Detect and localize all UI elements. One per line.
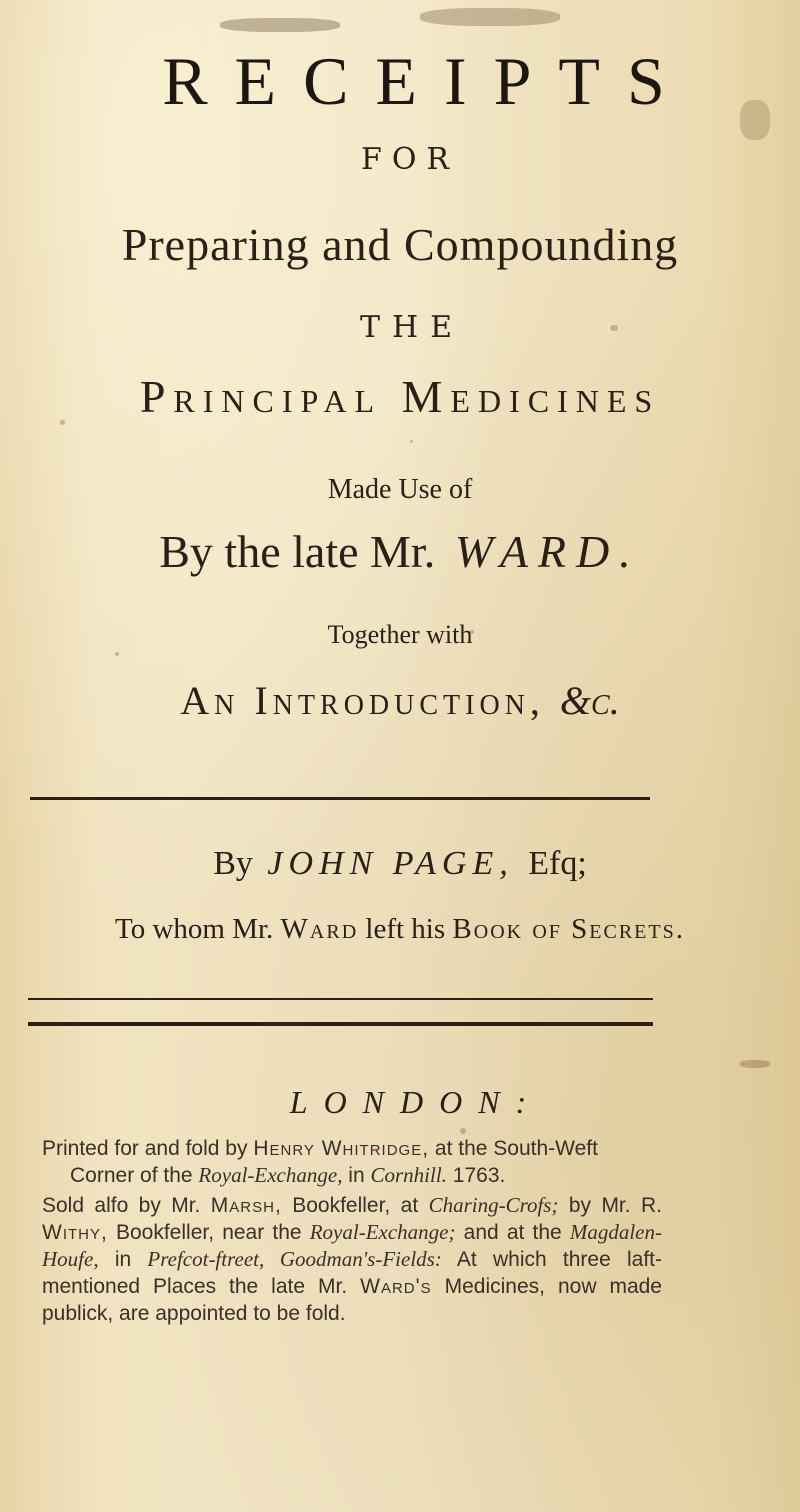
imprint-place: Royal-Exchange, [198,1163,343,1187]
imprint-text: at the South-Weft [434,1137,598,1160]
author-line [0,845,800,883]
paper-speck [410,440,413,443]
title-principal-medicines: Principal Medicines [139,371,661,422]
imprint-sold-also [42,1192,662,1327]
by-the-late-text: By the late Mr. [159,526,436,577]
imprint-place: Royal-Exchange; [309,1220,456,1244]
author-name: JOHN PAGE, [267,845,514,882]
imprint-name: Henry Whitridge, [253,1137,430,1160]
imprint-text: Bookfeller, at [292,1194,419,1217]
etc-text: &c. [559,678,620,723]
imprint-text: Corner of the [70,1164,193,1187]
title-receipts: RECEIPTS [162,43,692,119]
imprint-text: Sold alfo by Mr. [42,1194,201,1217]
divider-rule [30,797,650,800]
imprint-place: Prefcot-ftreet, Goodman's-Fields: [147,1247,442,1271]
imprint-text: Medicines, now made publick, are appointed to be fold. [42,1275,662,1325]
imprint-text: At which three laft-mentioned Places the late Mr. [42,1248,662,1298]
introduction-text: An Introduction, [180,678,545,723]
imprint-name: Ward's [360,1275,432,1298]
ward-name: WARD. [454,526,641,577]
divider-rule-thin [28,998,653,1000]
paper-speck [115,652,119,656]
imprint-name: Marsh, [210,1194,282,1217]
imprint-text: Bookfeller, near the [115,1221,302,1244]
imprint-year: 1763. [452,1164,506,1187]
title-for: FOR [361,142,459,177]
author-by: By [213,845,253,882]
imprint-place: Cornhill. [370,1163,447,1187]
paper-stain [220,18,340,32]
imprint-text: in [348,1164,365,1187]
to-whom-pre: To whom Mr. [115,913,274,945]
imprint-text: Printed for and fold by [42,1137,248,1160]
title-made-use-of: Made Use of [327,474,473,505]
imprint-place: Magdalen-Houfe, [42,1220,662,1271]
divider-rule-thick [28,1022,653,1026]
imprint-text: and at the [463,1221,562,1244]
title-together-with: Together with [327,620,473,649]
book-of-secrets: Book of Secrets. [452,913,685,945]
imprint-london: LONDON: [289,1084,543,1120]
imprint-printed-for [42,1135,662,1189]
title-introduction [0,677,800,724]
imprint-text: in [114,1248,132,1271]
imprint-text: by Mr. R. [568,1194,662,1217]
paper-stain [740,1060,770,1068]
paper-stain [420,8,560,26]
imprint-name: Withy, [42,1221,108,1244]
title-preparing: Preparing and Compounding [121,219,679,270]
title-by-late-ward [0,525,800,578]
to-whom-line [0,913,800,946]
to-whom-ward: Ward [280,913,359,945]
author-esq: Efq; [528,845,587,882]
paper-speck [460,1128,466,1134]
imprint-place: Charing-Crofs; [428,1193,559,1217]
title-the: THE [359,310,465,345]
to-whom-left-his: left his [365,913,446,945]
